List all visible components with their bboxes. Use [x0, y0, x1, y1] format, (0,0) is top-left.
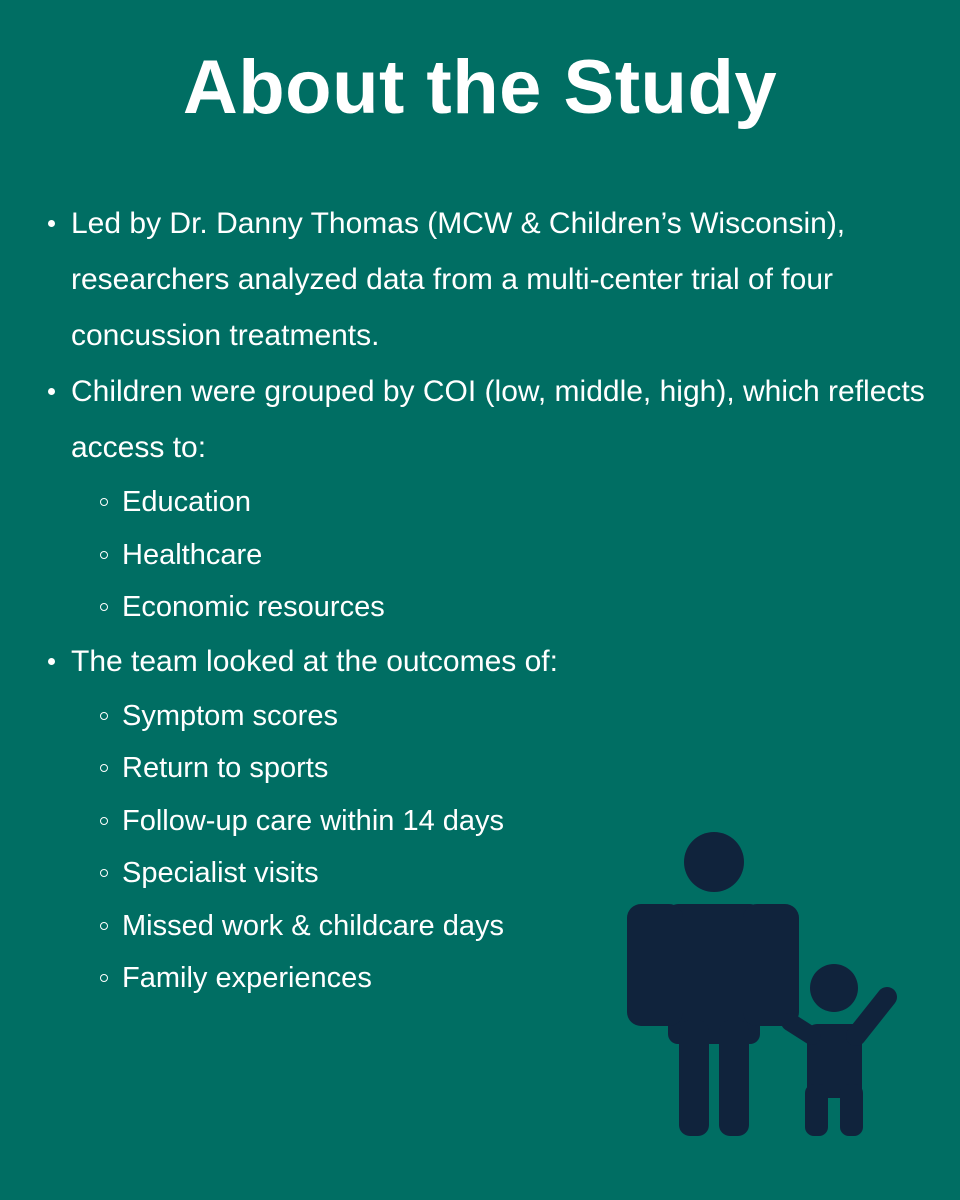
- sub-bullet-item: [71, 529, 946, 582]
- sub-bullet-circle: [100, 498, 108, 506]
- sub-bullet-text: Specialist visits: [122, 857, 319, 889]
- sub-bullet-circle: [100, 974, 108, 982]
- sub-bullet-circle: [100, 603, 108, 611]
- sub-bullet-circle: [100, 869, 108, 877]
- sub-bullet-text: Healthcare: [122, 538, 263, 571]
- sub-bullet-list: [71, 476, 946, 634]
- sub-bullet-item: [71, 581, 946, 634]
- sub-bullet-text: Follow-up care within 14 days: [122, 804, 505, 837]
- sub-bullet-circle: [100, 922, 108, 930]
- sub-bullet-item: [71, 476, 946, 529]
- sub-bullet-text: Economic resources: [122, 591, 385, 623]
- sub-bullet-item: [71, 742, 946, 795]
- bullet-item: [46, 364, 946, 634]
- sub-bullet-circle: [100, 764, 108, 772]
- sub-bullet-text: Return to sports: [122, 752, 329, 784]
- sub-bullet-text: Missed work & childcare days: [122, 909, 504, 942]
- bullet-text: Led by Dr. Danny Thomas (MCW & Children’s Wisconsin), researchers analyzed data from a multi-center trial of four concussion treatments.: [71, 207, 846, 352]
- bullet-dot: [48, 220, 55, 227]
- page-title: About the Study: [182, 45, 778, 130]
- sub-bullet-text: Education: [122, 486, 251, 518]
- sub-bullet-circle: [100, 712, 108, 720]
- sub-bullet-circle: [100, 817, 108, 825]
- sub-bullet-text: Family experiences: [122, 962, 372, 994]
- bullet-text: Children were grouped by COI (low, middle, high), which reflects access to:: [71, 375, 925, 464]
- bullet-item: [46, 196, 946, 364]
- bullet-dot: [48, 658, 55, 665]
- bullet-dot: [48, 388, 55, 395]
- bullet-text: The team looked at the outcomes of:: [71, 644, 558, 678]
- sub-bullet-text: Symptom scores: [122, 699, 338, 732]
- parent-child-icon: [626, 830, 902, 1136]
- sub-bullet-circle: [100, 551, 108, 559]
- sub-bullet-item: [71, 690, 946, 743]
